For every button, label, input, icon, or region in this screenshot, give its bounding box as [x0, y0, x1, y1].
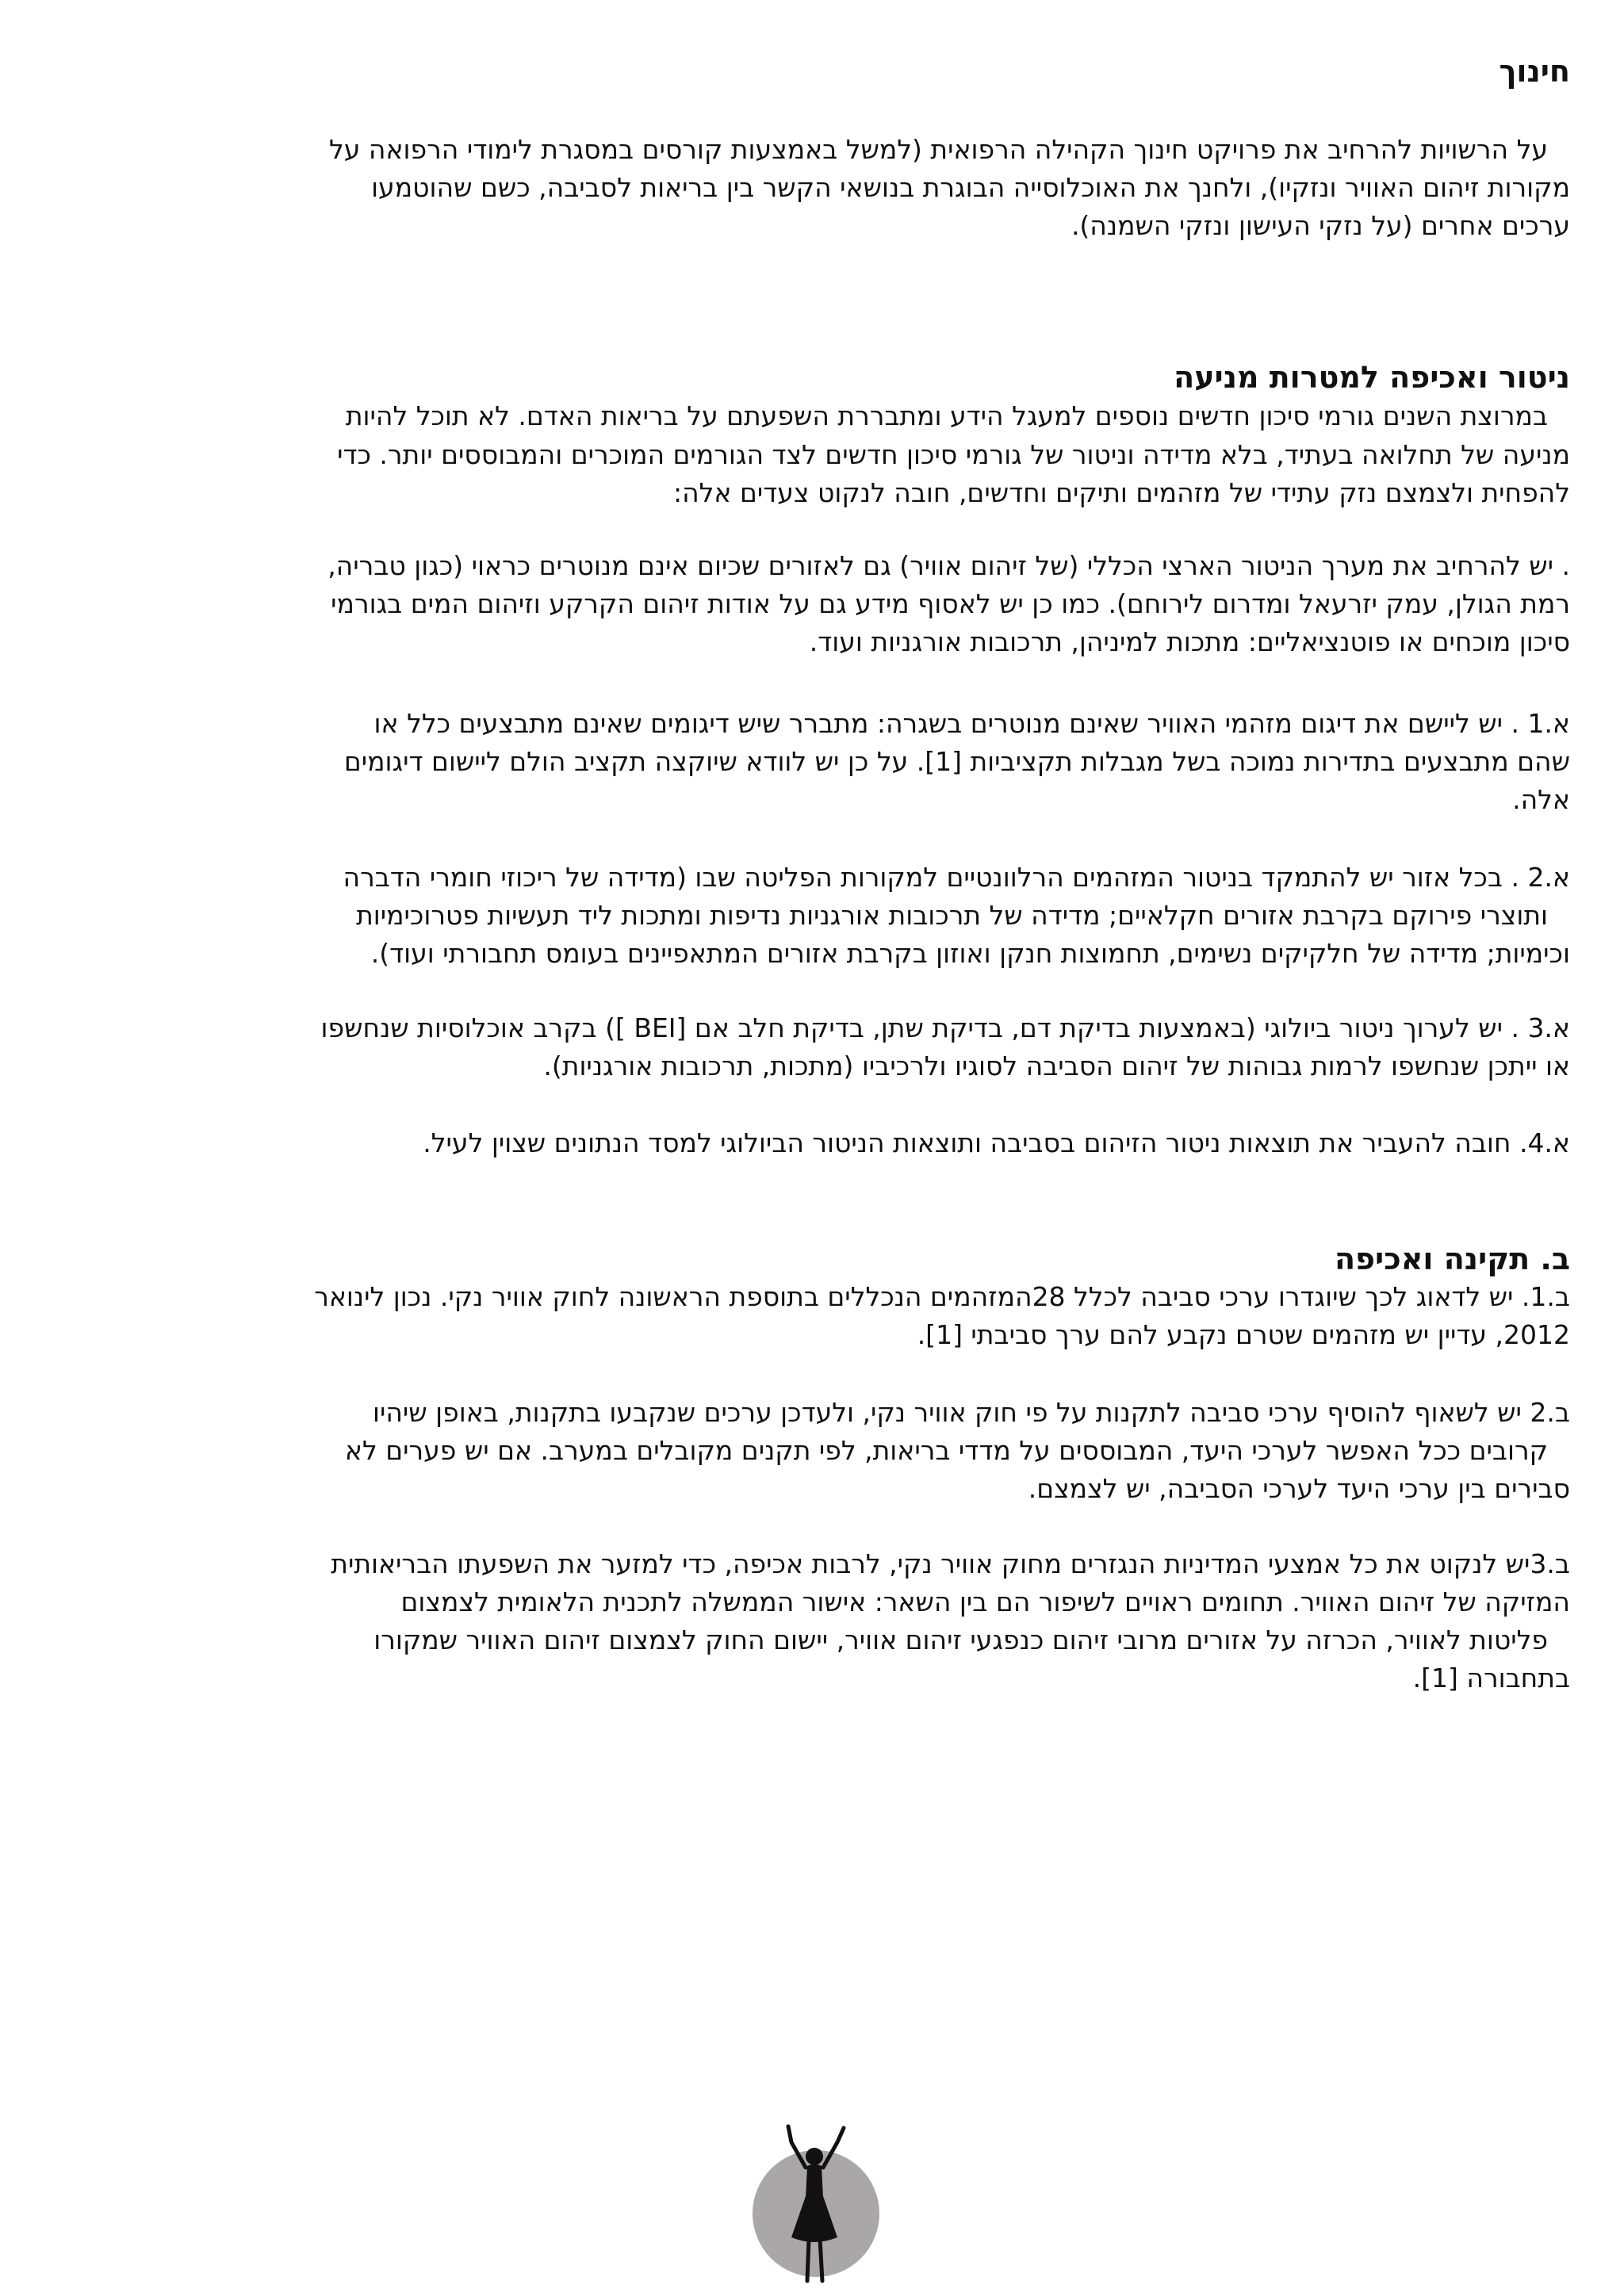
education-line: על הרשויות להרחיב את פרויקט חינוך הקהילה הרפואית (למשל באמצעות קורסים במסגרת לימודי הרפואה על: [329, 134, 1548, 165]
monitoring-intro-line: במרוצת השנים גורמי סיכון חדשים נוספים למעגל הידע ומתבררת השפעתם על בריאות האדם. לא תוכל להיות: [345, 400, 1548, 431]
item-a1-line: שהם מתבצעים בתדירות נמוכה בשל מגבלות תקציביות [1]. על כן יש לוודא שיוקצה תקציב הולם ליישום דיגומים: [343, 746, 1570, 777]
item-b3-line: בתחבורה [1].: [1412, 1663, 1570, 1693]
monitoring-expand-line: סיכון מוכחים או פוטנציאליים: מתכות למיניהן, תרכובות אורגניות ועוד.: [809, 626, 1570, 657]
item-a2-line: א.2 . בכל אזור יש להתמקד בניטור המזהמים הרלוונטיים למקורות הפליטה שבו (מדידה של ריכוזי חומרי הדברה: [343, 862, 1570, 893]
monitoring-expand-line: רמת הגולן, עמק יזרעאל ומדרום לירוחם). כמו כן יש לאסוף מידע גם על אודות זיהום הקרקע וזיהום המים בגורמי: [331, 588, 1570, 619]
dancing-girl-silhouette-icon: [741, 2118, 891, 2293]
item-a4-line: א.4. חובה להעביר את תוצאות ניטור הזיהום בסביבה ותוצאות הניטור הביולוגי למסד הנתונים שצוין לעיל.: [423, 1127, 1570, 1158]
item-a2-line: ותוצרי פירוקם בקרבת אזורים חקלאיים; מדידה של תרכובות אורגניות נדיפות ומתכות ליד תעשיות פטרוכימיות: [356, 900, 1548, 931]
monitoring-intro-line: מניעה של תחלואה בעתיד, בלא מדידה וניטור של גורמי סיכון חדשים לצד הגורמים המוכרים והמבוססים יותר. כדי: [337, 439, 1570, 470]
document-page: [56, 0, 1570, 2296]
education-line: מקורות זיהום האוויר ונזקיו), ולחנך את האוכלוסייה הבוגרת בנושאי הקשר בין בריאות לסביבה, כשם שהוטמעו: [371, 172, 1570, 203]
education-line: ערכים אחרים (על נזקי העישון ונזקי השמנה).: [1071, 210, 1570, 241]
monitoring-expand-line: . יש להרחיב את מערך הניטור הארצי הכללי (של זיהום אוויר) גם לאזורים שכיום אינם מנוטרים כראוי (כגון טבריה,: [327, 550, 1570, 581]
item-b3-line: פליטות לאוויר, הכרזה על אזורים מרובי זיהום כנפגעי זיהום אוויר, יישום החוק לצמצום זיהום האוויר שמקורו: [373, 1624, 1548, 1655]
item-b2-line: קרובים ככל האפשר לערכי היעד, המבוססים על מדדי בריאות, לפי תקנים מקובלים במערב. אם יש פערים לא: [344, 1435, 1548, 1466]
item-b1-line: 2012, עדיין יש מזהמים שטרם נקבע להם ערך סביבתי [1].: [917, 1319, 1570, 1350]
enforcement-heading: ב. תקינה ואכיפה: [1334, 1242, 1570, 1276]
item-b1-line: ב.1. יש לדאוג לכך שיוגדרו ערכי סביבה לכלל 28המזהמים הנכללים בתוספת הראשונה לחוק אוויר נקי. נכון לינואר: [314, 1281, 1570, 1312]
item-b2-line: ב.2 יש לשאוף להוסיף ערכי סביבה לתקנות על פי חוק אוויר נקי, ולעדכן ערכים שנקבעו בתקנות, באופן שיהיו: [372, 1397, 1570, 1428]
monitoring-intro-line: להפחית ולצמצם נזק עתידי של מזהמים ותיקים וחדשים, חובה לנקוט צעדים אלה:: [673, 477, 1570, 508]
item-b3-line: המזיקה של זיהום האוויר. תחומים ראויים לשיפור הם בין השאר: אישור הממשלה לתכנית הלאומית לצמצום: [400, 1586, 1570, 1617]
page-number: 57: [802, 2214, 829, 2236]
item-a1-line: א.1 . יש ליישם את דיגום מזהמי האוויר שאינם מנוטרים בשגרה: מתברר שיש דיגומים שאינם מתבצעים כלל או: [373, 708, 1570, 739]
item-b2-line: סבירים בין ערכי היעד לערכי הסביבה, יש לצמצם.: [1028, 1473, 1570, 1504]
monitoring-heading: ניטור ואכיפה למטרות מניעה: [1174, 360, 1570, 395]
item-b3-line: ב.3יש לנקוט את כל אמצעי המדיניות הנגזרים מחוק אוויר נקי, לרבות אכיפה, כדי למזער את השפעתו הבריאותית: [331, 1548, 1570, 1579]
item-a2-line: וכימיות; מדידה של חלקיקים נשימים, תחמוצות חנקן ואוזון בקרבת אזורים המתאפיינים בעומס תחבורתי ועוד).: [370, 938, 1570, 969]
page-footer: [741, 2118, 891, 2293]
education-heading: חינוך: [1499, 54, 1570, 89]
item-a1-line: אלה.: [1512, 784, 1570, 815]
item-a3-line: או ייתכן שנחשפו לרמות גבוהות של זיהום הסביבה לסוגיו ולרכיביו (מתכות, תרכובות אורגניות).: [543, 1050, 1570, 1081]
item-a3-line: א.3 . יש לערוך ניטור ביולוגי (באמצעות בדיקת דם, בדיקת שתן, בדיקת חלב אם [BEI ]) בקרב אוכלוסיות שנחשפו: [320, 1012, 1570, 1043]
